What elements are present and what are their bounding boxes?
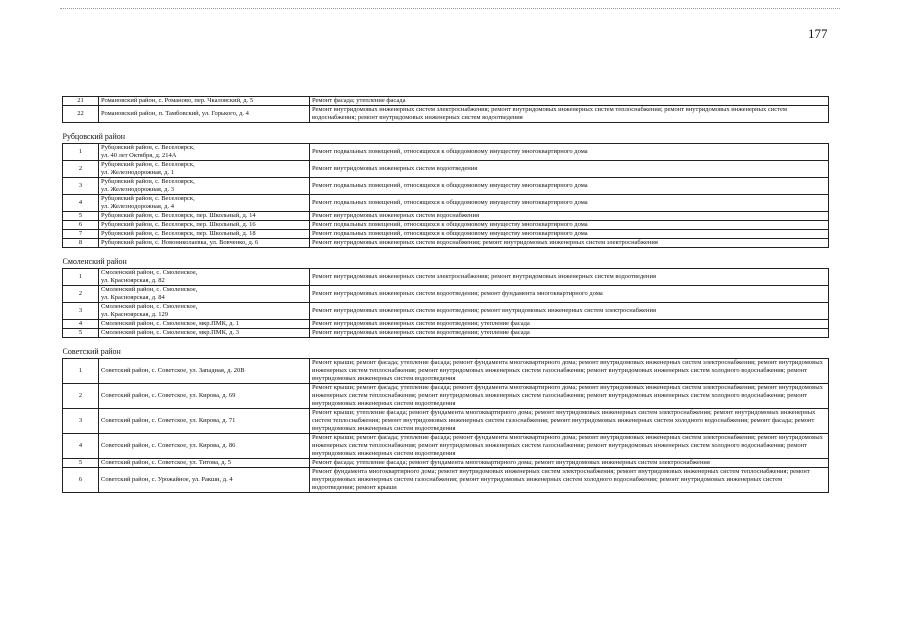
- row-number-cell: 3: [63, 409, 99, 434]
- row-number-cell: 2: [63, 384, 99, 409]
- works-cell: Ремонт подвальных помещений, относящихся к общедомовому имуществу многоквартирного дома: [310, 178, 829, 195]
- row-number-cell: 6: [63, 468, 99, 493]
- table-row: [63, 97, 829, 106]
- row-number-cell: 4: [63, 320, 99, 329]
- works-cell: Ремонт подвальных помещений, относящихся к общедомовому имуществу многоквартирного дома: [310, 195, 829, 212]
- address-cell: Рубцовский район, с. Веселоярск, ул. Железнодорожная, д. 4: [99, 195, 310, 212]
- works-cell: Ремонт внутридомовых инженерных систем электроснабжения; ремонт внутридомовых инженерных систем водоотведения: [310, 269, 829, 286]
- row-number-cell: 1: [63, 144, 99, 161]
- table-row: [63, 434, 829, 459]
- row-number-cell: 2: [63, 286, 99, 303]
- address-cell: Смоленский район, с. Смоленское, мкр.ПМК, д. 1: [99, 320, 310, 329]
- table-row: [63, 459, 829, 468]
- address-cell: Смоленский район, с. Смоленское, ул. Красноярская, д. 129: [99, 303, 310, 320]
- district-heading: Смоленский район: [63, 257, 829, 269]
- address-cell: Рубцовский район, с. Веселоярск, ул. Железнодорожная, д. 1: [99, 161, 310, 178]
- address-cell: Рубцовский район, с. Веселоярск, ул. Железнодорожная, д. 3: [99, 178, 310, 195]
- table-row: [63, 161, 829, 178]
- table-row: [63, 329, 829, 338]
- row-number-cell: 7: [63, 230, 99, 239]
- works-cell: Ремонт внутридомовых инженерных систем электроснабжения; ремонт внутридомовых инженерных систем теплоснабжения; ремонт внутридомовых инженерных систем водоснабжения; ремонт внутридомовых инженерных систем водоотведения: [310, 106, 829, 123]
- works-table-body: [63, 97, 829, 493]
- works-table: [62, 96, 829, 493]
- table-row: [63, 239, 829, 248]
- section-gap-cell: [63, 338, 829, 348]
- works-cell: Ремонт крыши; ремонт фасада; утепление фасада; ремонт фундамента многоквартирного дома; ремонт внутридомовых инженерных систем электроснабжения; ремонт внутридомовых инженерных систем теплоснабжения; ремонт внутридомовых инженерных систем газоснабжения; ремонт внутридомовых инженерных систем холодного водоснабжения; ремонт внутридомовых инженерных систем водоотведения: [310, 359, 829, 384]
- table-row: [63, 178, 829, 195]
- works-cell: Ремонт внутридомовых инженерных систем водоотведения; ремонт внутридомовых инженерных систем электроснабжения: [310, 303, 829, 320]
- row-number-cell: 5: [63, 212, 99, 221]
- table-row: [63, 286, 829, 303]
- address-cell: Советский район, с. Советское, ул. Западная, д. 20В: [99, 359, 310, 384]
- row-number-cell: 3: [63, 303, 99, 320]
- address-cell: Смоленский район, с. Смоленское, мкр.ПМК, д. 3: [99, 329, 310, 338]
- table-row: [63, 468, 829, 493]
- works-cell: Ремонт внутридомовых инженерных систем водоотведения; утепление фасада: [310, 329, 829, 338]
- works-cell: Ремонт подвальных помещений, относящихся к общедомовому имуществу многоквартирного дома: [310, 221, 829, 230]
- address-cell: Смоленский район, с. Смоленское, ул. Красноярская, д. 82: [99, 269, 310, 286]
- address-cell: Рубцовский район, с. Веселоярск, пер. Школьный, д. 16: [99, 221, 310, 230]
- section-gap: [63, 123, 829, 133]
- works-cell: Ремонт крыши; ремонт фасада; утепление фасада; ремонт фундамента многоквартирного дома; ремонт внутридомовых инженерных систем электроснабжения; ремонт внутридомовых инженерных систем теплоснабжения; ремонт внутридомовых инженерных систем газоснабжения; ремонт внутридомовых инженерных систем холодного водоснабжения; ремонт внутридомовых инженерных систем водоотведения: [310, 434, 829, 459]
- row-number-cell: 1: [63, 269, 99, 286]
- district-header-row: [63, 257, 829, 269]
- address-cell: Советский район, с. Урожайное, ул. Ракши, д. 4: [99, 468, 310, 493]
- top-scan-rule: [60, 8, 840, 9]
- row-number-cell: 2: [63, 161, 99, 178]
- address-cell: Романовский район, п. Тамбовский, ул. Горького, д. 4: [99, 106, 310, 123]
- district-header-row: [63, 347, 829, 359]
- row-number-cell: 6: [63, 221, 99, 230]
- works-cell: Ремонт крыши; утепление фасада; ремонт фундамента многоквартирного дома; ремонт внутридомовых инженерных систем электроснабжения; ремонт внутридомовых инженерных систем теплоснабжения; ремонт внутридомовых инженерных систем газоснабжения; ремонт внутридомовых инженерных систем холодного водоснабжения; ремонт фасада; ремонт внутридомовых инженерных систем водоотведения: [310, 409, 829, 434]
- works-cell: Ремонт внутридомовых инженерных систем водоотведения; ремонт фундамента многоквартирного дома: [310, 286, 829, 303]
- address-cell: Рубцовский район, с. Веселоярск, пер. Школьный, д. 14: [99, 212, 310, 221]
- address-cell: Рубцовский район, с. Веселоярск, пер. Школьный, д. 18: [99, 230, 310, 239]
- table-row: [63, 320, 829, 329]
- table-row: [63, 106, 829, 123]
- table-row: [63, 359, 829, 384]
- works-cell: Ремонт фундамента многоквартирного дома; ремонт внутридомовых инженерных систем электроснабжения; ремонт внутридомовых инженерных систем теплоснабжения; ремонт внутридомовых инженерных систем газоснабжения; ремонт внутридомовых инженерных систем холодного водоснабжения; ремонт внутридомовых инженерных систем водоотведения; ремонт крыши: [310, 468, 829, 493]
- works-cell: Ремонт подвальных помещений, относящихся к общедомовому имуществу многоквартирного дома: [310, 144, 829, 161]
- row-number-cell: 22: [63, 106, 99, 123]
- section-gap-cell: [63, 248, 829, 258]
- works-cell: Ремонт крыши; ремонт фасада; утепление фасада; ремонт фундамента многоквартирного дома; ремонт внутридомовых инженерных систем электроснабжения; ремонт внутридомовых инженерных систем теплоснабжения; ремонт внутридомовых инженерных систем газоснабжения; ремонт внутридомовых инженерных систем холодного водоснабжения; ремонт внутридомовых инженерных систем водоотведения: [310, 384, 829, 409]
- address-cell: Смоленский район, с. Смоленское, ул. Красноярская, д. 84: [99, 286, 310, 303]
- works-cell: Ремонт фасада; утепление фасада; ремонт фундамента многоквартирного дома; ремонт внутридомовых инженерных систем электроснабжения: [310, 459, 829, 468]
- row-number-cell: 5: [63, 459, 99, 468]
- works-cell: Ремонт внутридомовых инженерных систем водоотведения; утепление фасада: [310, 320, 829, 329]
- works-cell: Ремонт внутридомовых инженерных систем водоснабжения; ремонт внутридомовых инженерных систем электроснабжения: [310, 239, 829, 248]
- address-cell: Рубцовский район, с. Новониколаевка, ул. Вовченко, д. 6: [99, 239, 310, 248]
- table-row: [63, 212, 829, 221]
- works-cell: Ремонт фасада; утепление фасада: [310, 97, 829, 106]
- section-gap: [63, 248, 829, 258]
- works-cell: Ремонт подвальных помещений, относящихся к общедомовому имуществу многоквартирного дома: [310, 230, 829, 239]
- row-number-cell: 3: [63, 178, 99, 195]
- row-number-cell: 4: [63, 195, 99, 212]
- table-row: [63, 144, 829, 161]
- address-cell: Советский район, с. Советское, ул. Кирова, д. 86: [99, 434, 310, 459]
- district-header-row: [63, 132, 829, 144]
- table-row: [63, 195, 829, 212]
- table-row: [63, 269, 829, 286]
- address-cell: Советский район, с. Советское, ул. Титова, д. 5: [99, 459, 310, 468]
- row-number-cell: 1: [63, 359, 99, 384]
- page-number: 177: [808, 26, 828, 41]
- section-gap-cell: [63, 123, 829, 133]
- works-cell: Ремонт внутридомовых инженерных систем водоотведения: [310, 161, 829, 178]
- works-cell: Ремонт внутридомовых инженерных систем водоснабжения: [310, 212, 829, 221]
- row-number-cell: 4: [63, 434, 99, 459]
- district-heading: Советский район: [63, 347, 829, 359]
- address-cell: Рубцовский район, с. Веселоярск, ул. 40 лет Октября, д. 214А: [99, 144, 310, 161]
- table-row: [63, 384, 829, 409]
- section-gap: [63, 338, 829, 348]
- address-cell: Советский район, с. Советское, ул. Кирова, д. 69: [99, 384, 310, 409]
- row-number-cell: 5: [63, 329, 99, 338]
- table-row: [63, 221, 829, 230]
- address-cell: Советский район, с. Советское, ул. Кирова, д. 71: [99, 409, 310, 434]
- table-row: [63, 230, 829, 239]
- row-number-cell: 21: [63, 97, 99, 106]
- table-row: [63, 409, 829, 434]
- row-number-cell: 8: [63, 239, 99, 248]
- district-heading: Рубцовский район: [63, 132, 829, 144]
- address-cell: Романовский район, с. Романово, пер. Чкаловский, д. 5: [99, 97, 310, 106]
- table-row: [63, 303, 829, 320]
